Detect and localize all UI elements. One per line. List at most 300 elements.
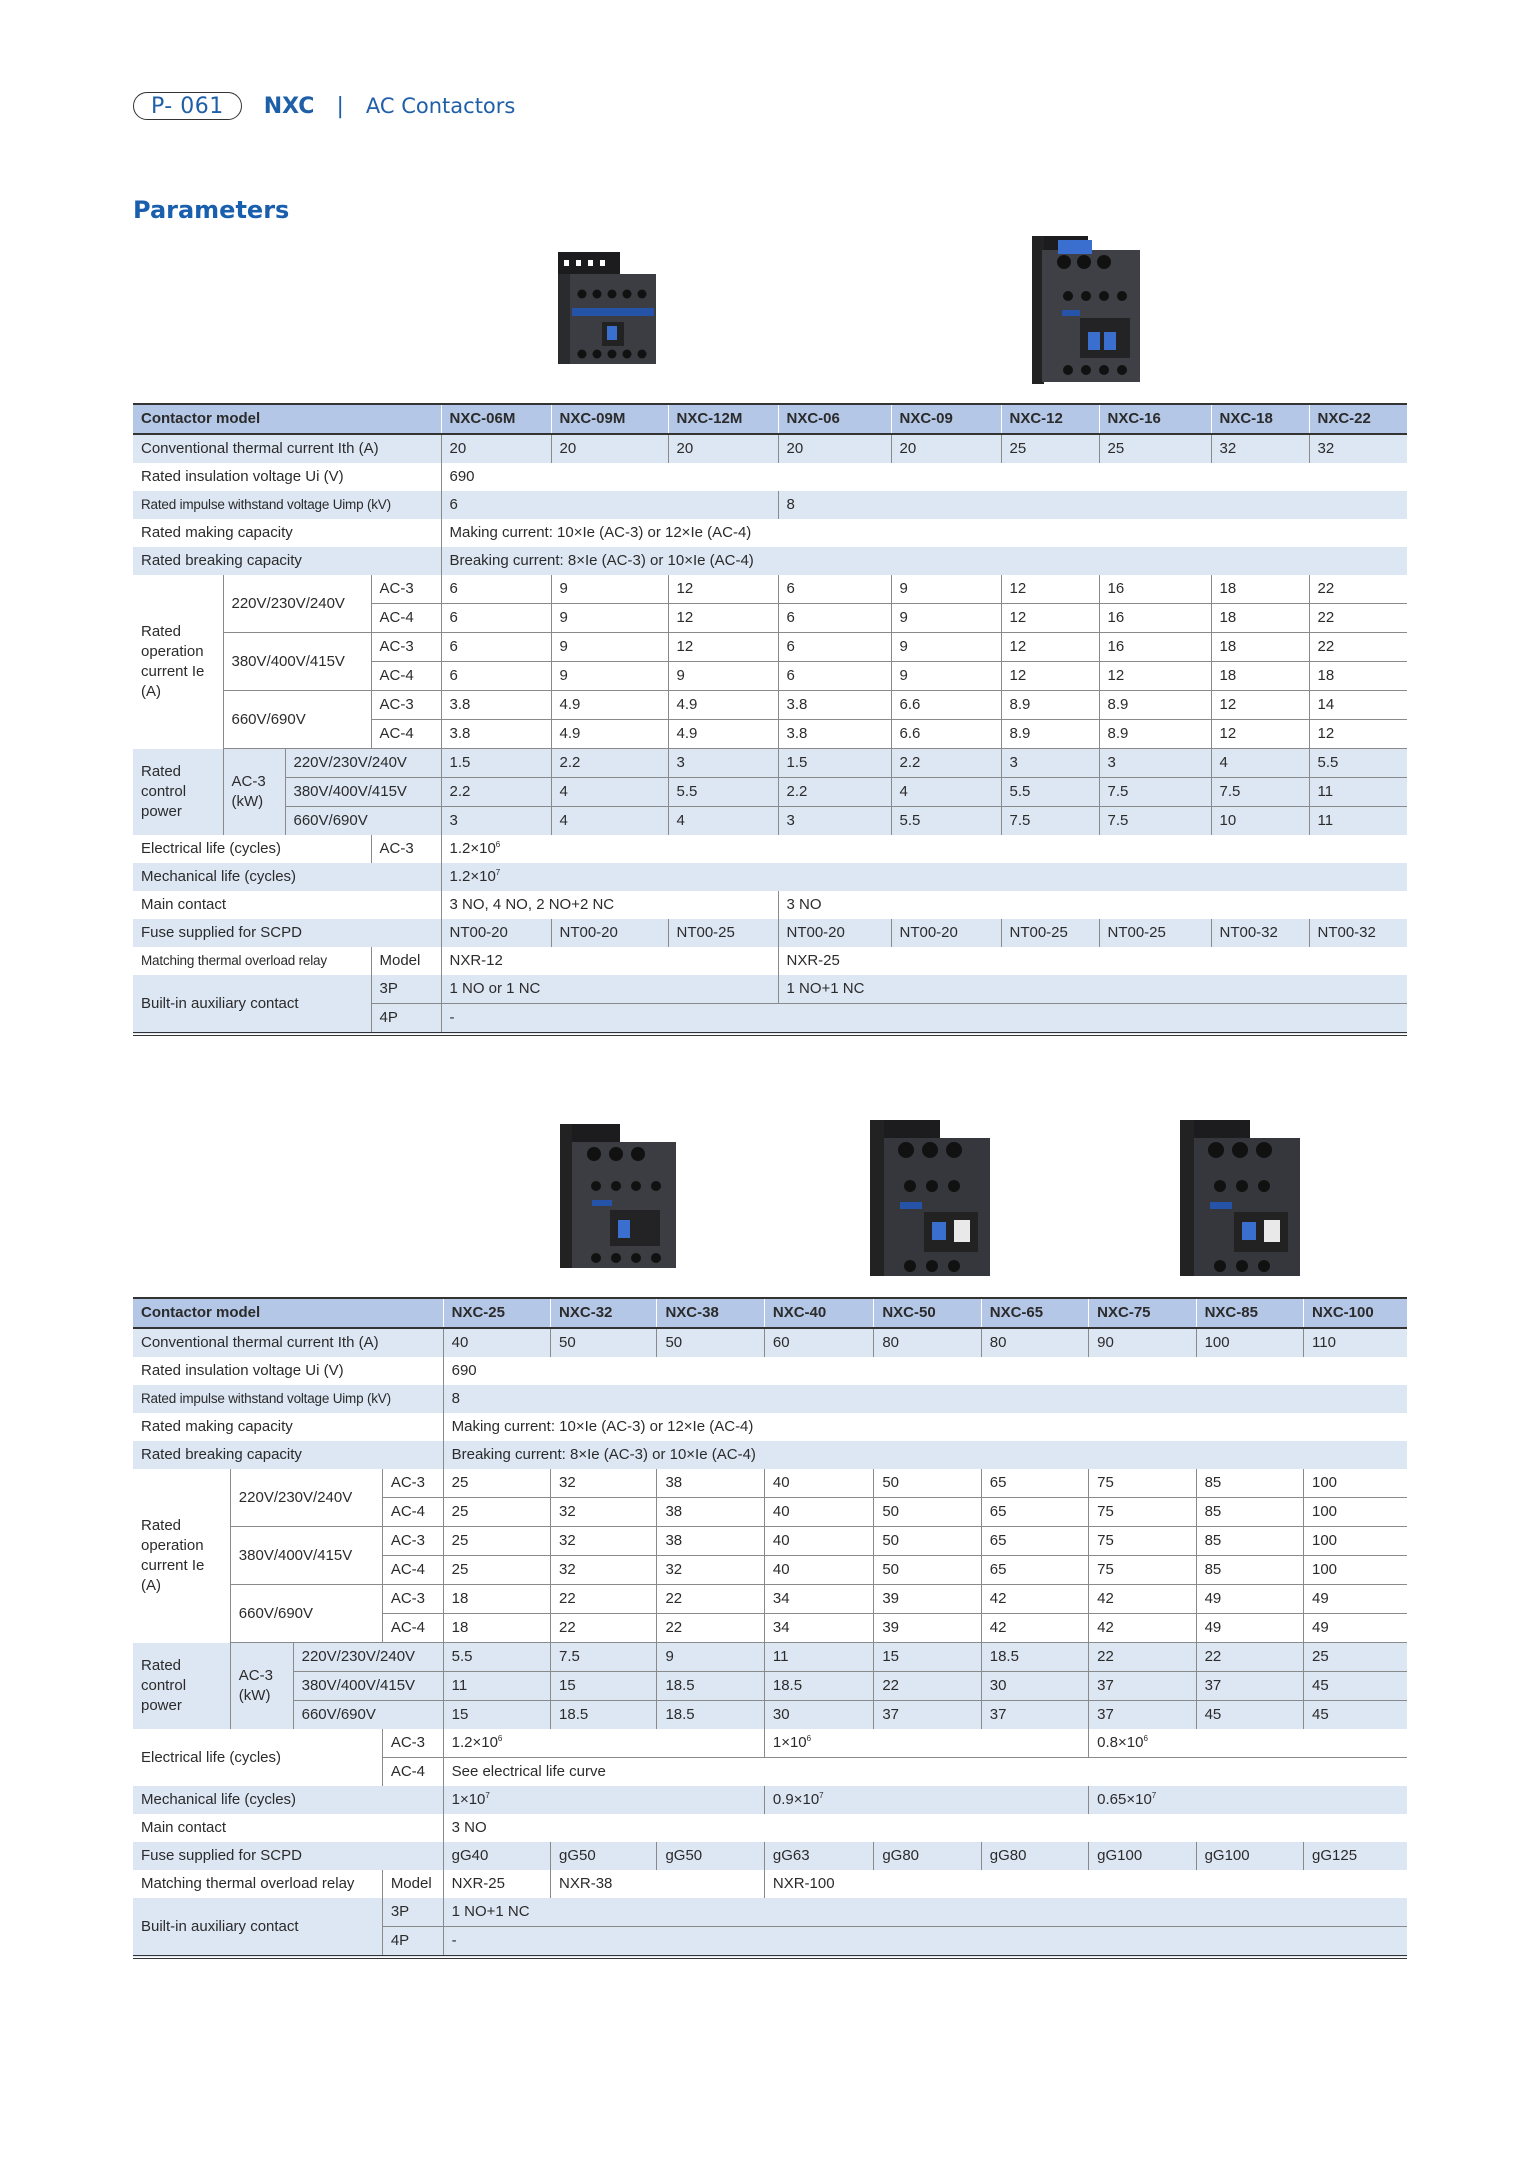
voltage-label: 660V/690V (223, 691, 371, 749)
value-cell: 18 (443, 1585, 550, 1614)
value-cell: 100 (1304, 1469, 1408, 1498)
value-cell: 2.2 (551, 749, 668, 778)
category-label: 4P (371, 1004, 441, 1035)
value-cell: 18.5 (981, 1643, 1088, 1672)
voltage-label: 220V/230V/240V (223, 575, 371, 633)
table-cell: 1 NO or 1 NC (441, 975, 778, 1004)
value-mantissa: 1.2×10 (449, 868, 496, 885)
value-cell: 39 (874, 1614, 981, 1643)
value-cell: 7.5 (1211, 778, 1309, 807)
value-cell: 12 (1001, 662, 1099, 691)
main-contact-row (133, 1814, 1407, 1842)
row-label: Fuse supplied for SCPD (133, 1842, 443, 1870)
value-cell: 4 (551, 778, 668, 807)
category-label: AC-3 (371, 575, 441, 604)
value-mantissa: 0.8×10 (1097, 1734, 1144, 1751)
value-cell: 18 (1309, 662, 1407, 691)
voltage-label: 220V/230V/240V (293, 1643, 443, 1672)
category-label: AC-3 (382, 1469, 443, 1498)
category-label: 3P (371, 975, 441, 1004)
value-cell: 80 (981, 1328, 1088, 1357)
value-cell: 12 (1001, 604, 1099, 633)
category-label: AC-3 (371, 835, 441, 863)
value-cell: 45 (1304, 1672, 1408, 1701)
uimp-row (133, 1385, 1407, 1413)
row-label: Rated insulation voltage Ui (V) (141, 1362, 344, 1379)
category-label: AC-3 (382, 1729, 443, 1758)
category-label: AC-4 (371, 720, 441, 749)
value-cell: 22 (874, 1672, 981, 1701)
value-mantissa: 1.2×10 (449, 840, 496, 857)
table-cell (443, 1786, 764, 1814)
product-image-nxc-contactor-small (1028, 234, 1148, 386)
value-cell: 22 (551, 1614, 657, 1643)
voltage-label: 660V/690V (285, 807, 441, 836)
row-label: Rated making capacity (141, 524, 293, 541)
category-label: AC-3 (371, 691, 441, 720)
value-cell: gG80 (981, 1842, 1088, 1870)
ie-row (133, 1585, 1407, 1614)
row-label: Rated making capacity (141, 1418, 293, 1435)
value-cell: 1.5 (778, 749, 891, 778)
category-label: AC-4 (371, 604, 441, 633)
value-cell: 7.5 (1001, 807, 1099, 836)
value-cell: 8.9 (1099, 691, 1211, 720)
value-cell: 18.5 (764, 1672, 873, 1701)
value-cell: 4 (551, 807, 668, 836)
row-label: Main contact (141, 1819, 227, 1836)
value-cell: 75 (1089, 1527, 1196, 1556)
value-cell: 22 (551, 1585, 657, 1614)
value-cell: 7.5 (1099, 778, 1211, 807)
value-cell: 16 (1099, 633, 1211, 662)
value-cell: 10 (1211, 807, 1309, 836)
table-cell: 1 NO+1 NC (778, 975, 1407, 1004)
value-cell: 22 (1089, 1643, 1196, 1672)
value-cell: 2.2 (441, 778, 551, 807)
category-label: AC-3 (kW) (230, 1643, 293, 1730)
value-cell: 60 (764, 1328, 873, 1357)
value-cell: 50 (657, 1328, 764, 1357)
value-cell: 2.2 (778, 778, 891, 807)
power-row (133, 1672, 1407, 1701)
value-cell: 50 (874, 1556, 981, 1585)
value-cell: 20 (441, 434, 551, 463)
table-cell (441, 835, 1407, 863)
value-cell: 18.5 (551, 1701, 657, 1730)
value-cell: 3.8 (441, 720, 551, 749)
value-cell: 50 (874, 1469, 981, 1498)
value-cell: 40 (764, 1527, 873, 1556)
table-cell: NXR-25 (443, 1870, 550, 1898)
value-cell: 6 (778, 604, 891, 633)
voltage-label: 380V/400V/415V (223, 633, 371, 691)
value-cell: 4.9 (551, 691, 668, 720)
value-cell: 5.5 (443, 1643, 550, 1672)
value-cell: 12 (1211, 720, 1309, 749)
value-cell: 25 (1304, 1643, 1408, 1672)
value-cell: 6 (441, 633, 551, 662)
value-cell: 100 (1304, 1498, 1408, 1527)
value-cell: 85 (1196, 1498, 1303, 1527)
value-cell: 15 (551, 1672, 657, 1701)
value-cell: 40 (764, 1498, 873, 1527)
power-row (133, 807, 1407, 836)
value-cell: 6 (441, 604, 551, 633)
table-cell: 8 (778, 491, 1407, 519)
voltage-label: 220V/230V/240V (285, 749, 441, 778)
model-header: NXC-09 (891, 404, 1001, 434)
value-cell: 9 (668, 662, 778, 691)
value-mantissa: 1.2×10 (451, 1734, 498, 1751)
table-cell (443, 1729, 764, 1758)
model-header: NXC-22 (1309, 404, 1407, 434)
value-cell: 50 (551, 1328, 657, 1357)
table-cell: 8 (443, 1385, 1407, 1413)
value-cell: 4 (891, 778, 1001, 807)
value-cell: 5.5 (1309, 749, 1407, 778)
value-cell: 6 (441, 662, 551, 691)
value-mantissa: 1×10 (772, 1734, 807, 1751)
value-cell: 38 (657, 1469, 764, 1498)
table-cell: NXR-25 (778, 947, 1407, 975)
value-cell: 42 (981, 1585, 1088, 1614)
table-cell: - (441, 1004, 1407, 1035)
group-label: Rated operation current Ie (A) (141, 622, 205, 700)
value-cell: 6.6 (891, 691, 1001, 720)
value-cell: 37 (1089, 1672, 1196, 1701)
row-label: Matching thermal overload relay (141, 1875, 355, 1892)
model-header: NXC-100 (1304, 1298, 1408, 1328)
table-cell: NXR-38 (551, 1870, 765, 1898)
table-cell: 6 (441, 491, 778, 519)
model-header: NXC-12M (668, 404, 778, 434)
category-label: AC-3 (kW) (223, 749, 285, 836)
value-cell: 9 (891, 633, 1001, 662)
table-cell (1089, 1786, 1407, 1814)
fuse-row (133, 919, 1407, 947)
row-label: Rated impulse withstand voltage Uimp (kV) (133, 491, 441, 519)
breaking-row (133, 1441, 1407, 1469)
model-header: NXC-85 (1196, 1298, 1303, 1328)
ith-row (133, 434, 1407, 463)
value-cell: 50 (874, 1527, 981, 1556)
value-cell: 11 (1309, 807, 1407, 836)
value-cell: 18 (1211, 604, 1309, 633)
value-cell: 65 (981, 1498, 1088, 1527)
group-label: Rated control power (133, 1643, 230, 1730)
value-cell: 12 (1099, 662, 1211, 691)
value-cell: 49 (1196, 1614, 1303, 1643)
value-cell: 37 (1089, 1701, 1196, 1730)
ie-row (133, 1469, 1407, 1498)
value-cell: 39 (874, 1585, 981, 1614)
value-cell: 8.9 (1099, 720, 1211, 749)
value-cell: 22 (1309, 604, 1407, 633)
value-cell: 85 (1196, 1527, 1303, 1556)
power-row (133, 749, 1407, 778)
category-label: Model (371, 947, 441, 975)
value-cell: 12 (668, 575, 778, 604)
power-row (133, 1701, 1407, 1730)
value-cell: 34 (764, 1585, 873, 1614)
model-header: NXC-12 (1001, 404, 1099, 434)
parameters-table-2 (133, 1297, 1407, 1959)
uimp-row (133, 491, 1407, 519)
table-cell: Making current: 10×Ie (AC-3) or 12×Ie (AC-4) (443, 1413, 1407, 1441)
value-cell: 100 (1304, 1556, 1408, 1585)
fuse-row (133, 1842, 1407, 1870)
elec-life-row (133, 835, 1407, 863)
value-cell: NT00-25 (1099, 919, 1211, 947)
value-cell: 8.9 (1001, 720, 1099, 749)
value-cell: 18.5 (657, 1701, 764, 1730)
category-label: AC-4 (382, 1758, 443, 1787)
value-mantissa: 0.9×10 (772, 1791, 820, 1808)
value-cell: 32 (551, 1498, 657, 1527)
header-row (133, 404, 1407, 434)
value-cell: 3.8 (778, 691, 891, 720)
value-cell: 16 (1099, 575, 1211, 604)
value-cell: 3 (1001, 749, 1099, 778)
value-cell: 9 (891, 604, 1001, 633)
aux-3p-row (133, 975, 1407, 1004)
value-cell: 32 (657, 1556, 764, 1585)
value-cell: 32 (551, 1556, 657, 1585)
value-cell: 30 (764, 1701, 873, 1730)
value-cell: 38 (657, 1498, 764, 1527)
value-cell: 45 (1196, 1701, 1303, 1730)
value-exponent: 7 (485, 1791, 490, 1800)
table-cell (764, 1729, 1088, 1758)
ith-row (133, 1328, 1407, 1357)
model-header: NXC-38 (657, 1298, 764, 1328)
value-cell: 42 (1089, 1614, 1196, 1643)
value-cell: 49 (1196, 1585, 1303, 1614)
value-cell: 18 (1211, 633, 1309, 662)
header-label: Contactor model (133, 1298, 443, 1328)
making-row (133, 519, 1407, 547)
category-label: AC-4 (382, 1614, 443, 1643)
value-cell: 22 (1196, 1643, 1303, 1672)
voltage-label: 660V/690V (230, 1585, 382, 1643)
value-exponent: 7 (495, 868, 501, 877)
value-exponent: 7 (1151, 1791, 1157, 1800)
section-title: Parameters (133, 196, 290, 224)
table-1-body (133, 404, 1407, 1034)
row-label: Conventional thermal current Ith (A) (133, 1328, 443, 1357)
table-cell: 3 NO (778, 891, 1407, 919)
value-cell: 4 (1211, 749, 1309, 778)
value-cell: 4 (668, 807, 778, 836)
value-cell: NT00-25 (1001, 919, 1099, 947)
header-separator: | (336, 93, 344, 119)
parameters-table-1 (133, 403, 1407, 1036)
value-cell: 12 (668, 633, 778, 662)
row-label: Mechanical life (cycles) (133, 863, 441, 891)
value-cell: 25 (443, 1498, 550, 1527)
value-cell: 75 (1089, 1556, 1196, 1585)
value-cell: 85 (1196, 1469, 1303, 1498)
value-cell: 25 (443, 1469, 550, 1498)
value-cell: 6 (778, 633, 891, 662)
value-cell: 8.9 (1001, 691, 1099, 720)
table-2-body (133, 1298, 1407, 1957)
value-cell: 9 (551, 575, 668, 604)
value-cell: 25 (443, 1556, 550, 1585)
value-cell: 6 (778, 662, 891, 691)
value-cell: 50 (874, 1498, 981, 1527)
table-cell: 690 (441, 463, 1407, 491)
value-exponent: 6 (497, 1734, 503, 1743)
value-cell: 37 (981, 1701, 1088, 1730)
group-label: Rated operation current Ie (A) (141, 1516, 205, 1594)
voltage-label: 220V/230V/240V (230, 1469, 382, 1527)
relay-row (133, 1870, 1407, 1898)
voltage-label: 660V/690V (293, 1701, 443, 1730)
ui-row (133, 463, 1407, 491)
value-cell: 65 (981, 1527, 1088, 1556)
voltage-label: 380V/400V/415V (293, 1672, 443, 1701)
value-cell: NT00-20 (891, 919, 1001, 947)
value-cell: gG80 (874, 1842, 981, 1870)
value-cell: NT00-32 (1211, 919, 1309, 947)
table-cell: - (443, 1927, 1407, 1958)
ie-row (133, 1527, 1407, 1556)
value-cell: NT00-20 (778, 919, 891, 947)
value-cell: 49 (1304, 1614, 1408, 1643)
value-cell: NT00-20 (551, 919, 668, 947)
value-cell: 100 (1304, 1527, 1408, 1556)
category-label: 4P (382, 1927, 443, 1958)
value-cell: 25 (1001, 434, 1099, 463)
value-cell: 6 (441, 575, 551, 604)
value-cell: 9 (551, 662, 668, 691)
product-image-nxc-contactor-large-2 (1176, 1116, 1306, 1280)
model-header: NXC-18 (1211, 404, 1309, 434)
model-header: NXC-06 (778, 404, 891, 434)
value-cell: 4.9 (668, 720, 778, 749)
header-label: Contactor model (133, 404, 441, 434)
row-label: Rated insulation voltage Ui (V) (141, 468, 344, 485)
value-cell: 9 (551, 604, 668, 633)
value-cell: 80 (874, 1328, 981, 1357)
model-header: NXC-75 (1089, 1298, 1196, 1328)
row-label: Conventional thermal current Ith (A) (133, 434, 441, 463)
row-label: Built-in auxiliary contact (133, 975, 371, 1034)
value-cell: 18 (443, 1614, 550, 1643)
model-header: NXC-25 (443, 1298, 550, 1328)
row-label: Mechanical life (cycles) (133, 1786, 443, 1814)
table-cell: See electrical life curve (443, 1758, 1407, 1787)
model-header: NXC-16 (1099, 404, 1211, 434)
model-header: NXC-09M (551, 404, 668, 434)
row-label: Fuse supplied for SCPD (133, 919, 441, 947)
value-cell: 40 (443, 1328, 550, 1357)
category-label: AC-4 (382, 1556, 443, 1585)
value-exponent: 6 (495, 840, 501, 849)
table-cell (1089, 1729, 1407, 1758)
product-image-nxc-mini-contactor (552, 248, 660, 370)
table-cell: NXR-12 (441, 947, 778, 975)
value-exponent: 6 (1143, 1734, 1148, 1743)
header-subtitle: AC Contactors (365, 94, 516, 118)
value-cell: 75 (1089, 1498, 1196, 1527)
voltage-label: 380V/400V/415V (230, 1527, 382, 1585)
value-cell: 12 (1001, 575, 1099, 604)
row-label: Rated breaking capacity (133, 547, 441, 575)
table-cell (764, 1786, 1088, 1814)
brand-name: NXC (263, 93, 315, 119)
category-label: 3P (382, 1898, 443, 1927)
value-cell: 6 (778, 575, 891, 604)
table-cell (441, 863, 1407, 891)
value-cell: 12 (1309, 720, 1407, 749)
value-cell: 12 (1211, 691, 1309, 720)
main-contact-row (133, 891, 1407, 919)
product-image-nxc-contactor-medium (556, 1120, 682, 1272)
value-cell: 34 (764, 1614, 873, 1643)
value-cell: NT00-20 (441, 919, 551, 947)
value-cell: 37 (1196, 1672, 1303, 1701)
row-label: Electrical life (cycles) (141, 840, 282, 857)
value-cell: 40 (764, 1469, 873, 1498)
value-cell: 22 (657, 1585, 764, 1614)
value-cell: 22 (657, 1614, 764, 1643)
value-cell: 15 (443, 1701, 550, 1730)
power-row (133, 1643, 1407, 1672)
value-cell: gG100 (1196, 1842, 1303, 1870)
value-cell: 12 (668, 604, 778, 633)
value-cell: 9 (551, 633, 668, 662)
row-label: Matching thermal overload relay (141, 953, 327, 968)
value-cell: 18.5 (657, 1672, 764, 1701)
value-cell: 14 (1309, 691, 1407, 720)
relay-row (133, 947, 1407, 975)
value-cell: 49 (1304, 1585, 1408, 1614)
value-cell: 2.2 (891, 749, 1001, 778)
ui-row (133, 1357, 1407, 1385)
value-cell: 9 (891, 662, 1001, 691)
value-cell: 25 (1099, 434, 1211, 463)
category-label: AC-4 (371, 662, 441, 691)
table-cell: 690 (443, 1357, 1407, 1385)
value-cell: 90 (1089, 1328, 1196, 1357)
value-cell: 3.8 (441, 691, 551, 720)
ie-row (133, 691, 1407, 720)
value-cell: 7.5 (1099, 807, 1211, 836)
aux-3p-row (133, 1898, 1407, 1927)
value-cell: 20 (891, 434, 1001, 463)
value-cell: 11 (764, 1643, 873, 1672)
value-cell: 7.5 (551, 1643, 657, 1672)
value-cell: 65 (981, 1469, 1088, 1498)
value-cell: 32 (1211, 434, 1309, 463)
value-cell: 9 (657, 1643, 764, 1672)
value-cell: 32 (551, 1527, 657, 1556)
value-cell: NT00-25 (668, 919, 778, 947)
value-cell: 40 (764, 1556, 873, 1585)
row-label: Rated breaking capacity (133, 1441, 443, 1469)
value-cell: 3 (1099, 749, 1211, 778)
value-cell: 38 (657, 1527, 764, 1556)
value-cell: 37 (874, 1701, 981, 1730)
table-cell: Breaking current: 8×Ie (AC-3) or 10×Ie (AC-4) (441, 547, 1407, 575)
value-cell: 45 (1304, 1701, 1408, 1730)
table-cell: 3 NO (443, 1814, 1407, 1842)
value-exponent: 6 (806, 1734, 812, 1743)
table-cell: Breaking current: 8×Ie (AC-3) or 10×Ie (AC-4) (443, 1441, 1407, 1469)
